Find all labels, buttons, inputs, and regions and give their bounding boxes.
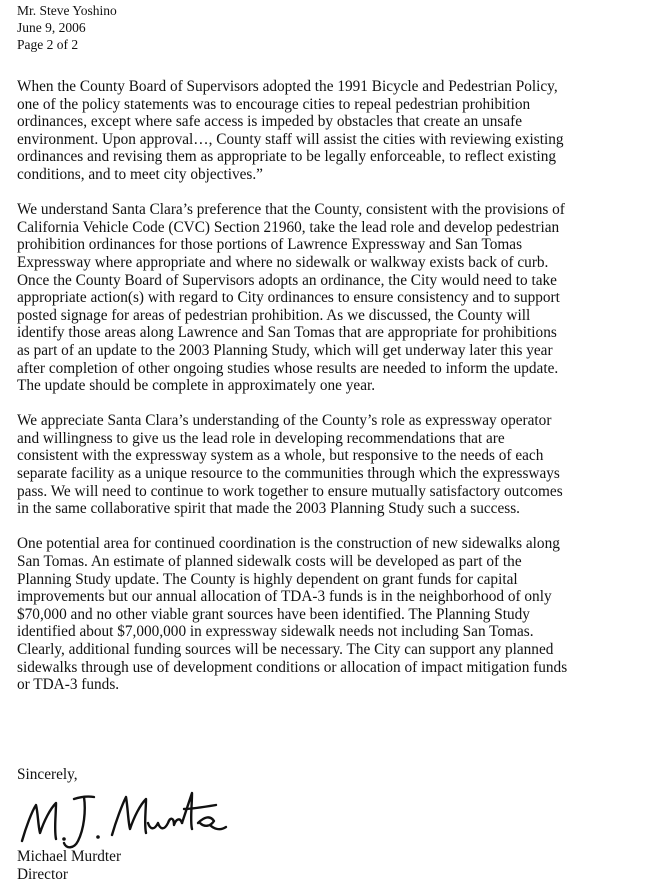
signer-block bbox=[17, 848, 121, 883]
body-line: environment. Upon approval…, County staff will assist the cities with reviewing existing bbox=[17, 130, 564, 148]
body-line: appropriate action(s) with regard to City ordinances to ensure consistency and to support bbox=[17, 289, 560, 307]
body-line: sidewalks through use of development conditions or allocation of impact mitigation funds bbox=[17, 658, 568, 676]
body-line: and willingness to give us the lead role in developing recommendations that are bbox=[17, 429, 505, 447]
letter-header bbox=[17, 2, 117, 53]
body-line: Planning Study update. The County is highly dependent on grant funds for capital bbox=[17, 570, 518, 588]
body-line: one of the policy statements was to encourage cities to repeal pedestrian prohibition bbox=[17, 95, 531, 113]
body-line: pass. We will need to continue to work together to ensure mutually satisfactory outcomes bbox=[17, 482, 563, 500]
body-line: When the County Board of Supervisors adopted the 1991 Bicycle and Pedestrian Policy, bbox=[17, 78, 558, 95]
body-line: identified about $7,000,000 in expressway sidewalk needs not including San Tomas. bbox=[17, 623, 534, 641]
letter-body bbox=[17, 78, 659, 711]
body-line: identify those areas along Lawrence and San Tomas that are appropriate for prohibitions bbox=[17, 324, 557, 342]
body-paragraph bbox=[17, 412, 659, 518]
body-line: separate facility as a unique resource to the communities through which the expressways bbox=[17, 465, 560, 483]
body-line: The update should be complete in approximately one year. bbox=[17, 377, 376, 395]
body-line: Once the County Board of Supervisors adopts an ordinance, the City would need to take bbox=[17, 271, 557, 289]
body-line: ordinances, except where safe access is impeded by obstacles that create an unsafe bbox=[17, 113, 522, 131]
body-line: $70,000 and no other viable grant sources have been identified. The Planning Study bbox=[17, 605, 530, 623]
body-line: We understand Santa Clara’s preference that the County, consistent with the provisions of bbox=[17, 201, 565, 219]
body-line: as part of an update to the 2003 Planning Study, which will get underway later this year bbox=[17, 341, 553, 359]
body-line: in the same collaborative spirit that made the 2003 Planning Study such a success. bbox=[17, 500, 520, 518]
body-paragraph bbox=[17, 535, 659, 693]
body-line: after completion of other ongoing studies whose results are needed to inform the update. bbox=[17, 359, 559, 377]
body-line: ordinances and revising them as appropriate to be legally enforceable, to reflect existing bbox=[17, 148, 557, 166]
body-paragraph bbox=[17, 78, 659, 184]
body-line: One potential area for continued coordination is the construction of new sidewalks along bbox=[17, 535, 560, 553]
body-line: California Vehicle Code (CVC) Section 21960, take the lead role and develop pedestrian bbox=[17, 218, 560, 236]
body-line: Expressway where appropriate and where no sidewalk or walkway exists back of curb. bbox=[17, 253, 549, 271]
body-line: improvements but our annual allocation of TDA-3 funds is in the neighborhood of only bbox=[17, 588, 552, 606]
closing-salutation: Sincerely, bbox=[17, 766, 78, 783]
body-line: or TDA-3 funds. bbox=[17, 676, 120, 694]
letter-date: June 9, 2006 bbox=[17, 20, 86, 35]
body-line: Clearly, additional funding sources will be necessary. The City can support any planned bbox=[17, 641, 554, 658]
body-line: consistent with the expressway system as a whole, but responsive to the needs of each bbox=[17, 447, 544, 465]
page-number: Page 2 of 2 bbox=[17, 37, 79, 52]
signer-name: Michael Murdter bbox=[17, 848, 122, 865]
signer-title: Director bbox=[17, 865, 68, 883]
body-line: prohibition ordinances for those portions of Lawrence Expressway and San Tomas bbox=[17, 236, 523, 254]
body-line: conditions, and to meet city objectives.” bbox=[17, 165, 263, 183]
body-line: posted signage for areas of pedestrian prohibition. As we discussed, the County will bbox=[17, 306, 531, 324]
body-line: We appreciate Santa Clara’s understanding of the County’s role as expressway operator bbox=[17, 412, 552, 430]
body-line: San Tomas. An estimate of planned sidewalk costs will be developed as part of the bbox=[17, 553, 522, 571]
body-paragraph bbox=[17, 201, 659, 395]
recipient-name: Mr. Steve Yoshino bbox=[17, 3, 117, 18]
